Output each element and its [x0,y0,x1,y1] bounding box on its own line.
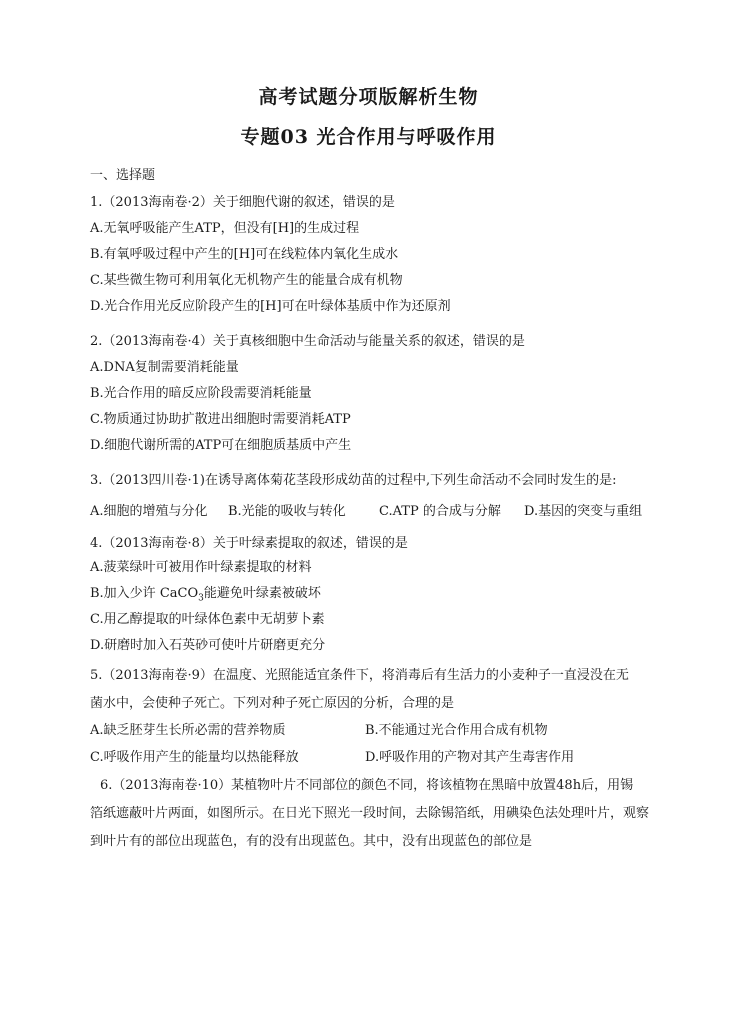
question-2-option-c: C.物质通过协助扩散进出细胞时需要消耗ATP [90,412,351,427]
question-1-option-c: C.某些微生物可利用氧化无机物产生的能量合成有机物 [90,273,403,288]
question-4-option-a: A.菠菜绿叶可被用作叶绿素提取的材料 [90,560,312,575]
question-3-option-a: A.细胞的增殖与分化 [90,504,208,519]
question-5-stem-line-2: 菌水中，会使种子死亡。下列对种子死亡原因的分析，合理的是 [90,696,455,711]
question-4-option-b-subscript: 3 [198,593,204,604]
question-2-stem: 2.（2013海南卷·4）关于真核细胞中生命活动与能量关系的叙述，错误的是 [90,334,525,349]
question-2-option-b: B.光合作用的暗反应阶段需要消耗能量 [90,386,312,401]
question-5-stem-line-1: 5.（2013海南卷·9）在温度、光照能适宜条件下，将消毒后有生活力的小麦种子一直浸没在无 [90,668,629,683]
question-1-option-a: A.无氧呼吸能产生ATP，但没有[H]的生成过程 [90,221,360,236]
question-4-option-c: C.用乙醇提取的叶绿体色素中无胡萝卜素 [90,612,325,627]
question-3-option-b: B.光能的吸收与转化 [228,504,346,519]
question-6-stem-line-3: 到叶片有的部位出现蓝色，有的没有出现蓝色。其中，没有出现蓝色的部位是 [90,834,533,849]
document-subtitle: 专题03 光合作用与呼吸作用 [240,126,497,148]
question-4-option-d: D.研磨时加入石英砂可使叶片研磨更充分 [90,638,326,653]
question-6-stem-line-1: 6.（2013海南卷·10）某植物叶片不同部位的颜色不同，将该植物在黑暗中放置48h后，用锡 [100,778,634,793]
question-5-option-a: A.缺乏胚芽生长所必需的营养物质 [90,723,286,738]
question-5-option-d: D.呼吸作用的产物对其产生毒害作用 [365,750,575,765]
question-4-option-b-text: B.加入少许 CaCO [90,586,199,601]
document-title: 高考试题分项版解析生物 [258,86,479,108]
question-1-stem: 1.（2013海南卷·2）关于细胞代谢的叙述，错误的是 [90,195,395,210]
question-1-option-d: D.光合作用光反应阶段产生的[H]可在叶绿体基质中作为还原剂 [90,299,451,314]
question-4-option-b-tail: 能避免叶绿素被破坏 [203,586,321,601]
question-3-option-c: C.ATP 的合成与分解 [379,504,501,519]
question-3-option-d: D.基因的突变与重组 [524,504,643,519]
question-6-stem-line-2: 箔纸遮蔽叶片两面，如图所示。在日光下照光一段时间，去除锡箔纸，用碘染色法处理叶片，观察 [90,806,650,821]
question-5-option-b: B.不能通过光合作用合成有机物 [365,723,548,738]
question-2-option-a: A.DNA复制需要消耗能量 [90,360,239,375]
question-5-option-c: C.呼吸作用产生的能量均以热能释放 [90,750,299,765]
question-4-stem: 4.（2013海南卷·8）关于叶绿素提取的叙述，错误的是 [90,536,408,551]
section-heading: 一、选择题 [90,168,156,183]
question-4-option-b [90,585,321,603]
question-1-option-b: B.有氧呼吸过程中产生的[H]可在线粒体内氧化生成水 [90,247,399,262]
question-2-option-d: D.细胞代谢所需的ATP可在细胞质基质中产生 [90,438,352,453]
question-3-stem: 3.（2013四川卷·1)在诱导离体菊花茎段形成幼苗的过程中,下列生命活动不会同时发生的是: [90,473,617,488]
